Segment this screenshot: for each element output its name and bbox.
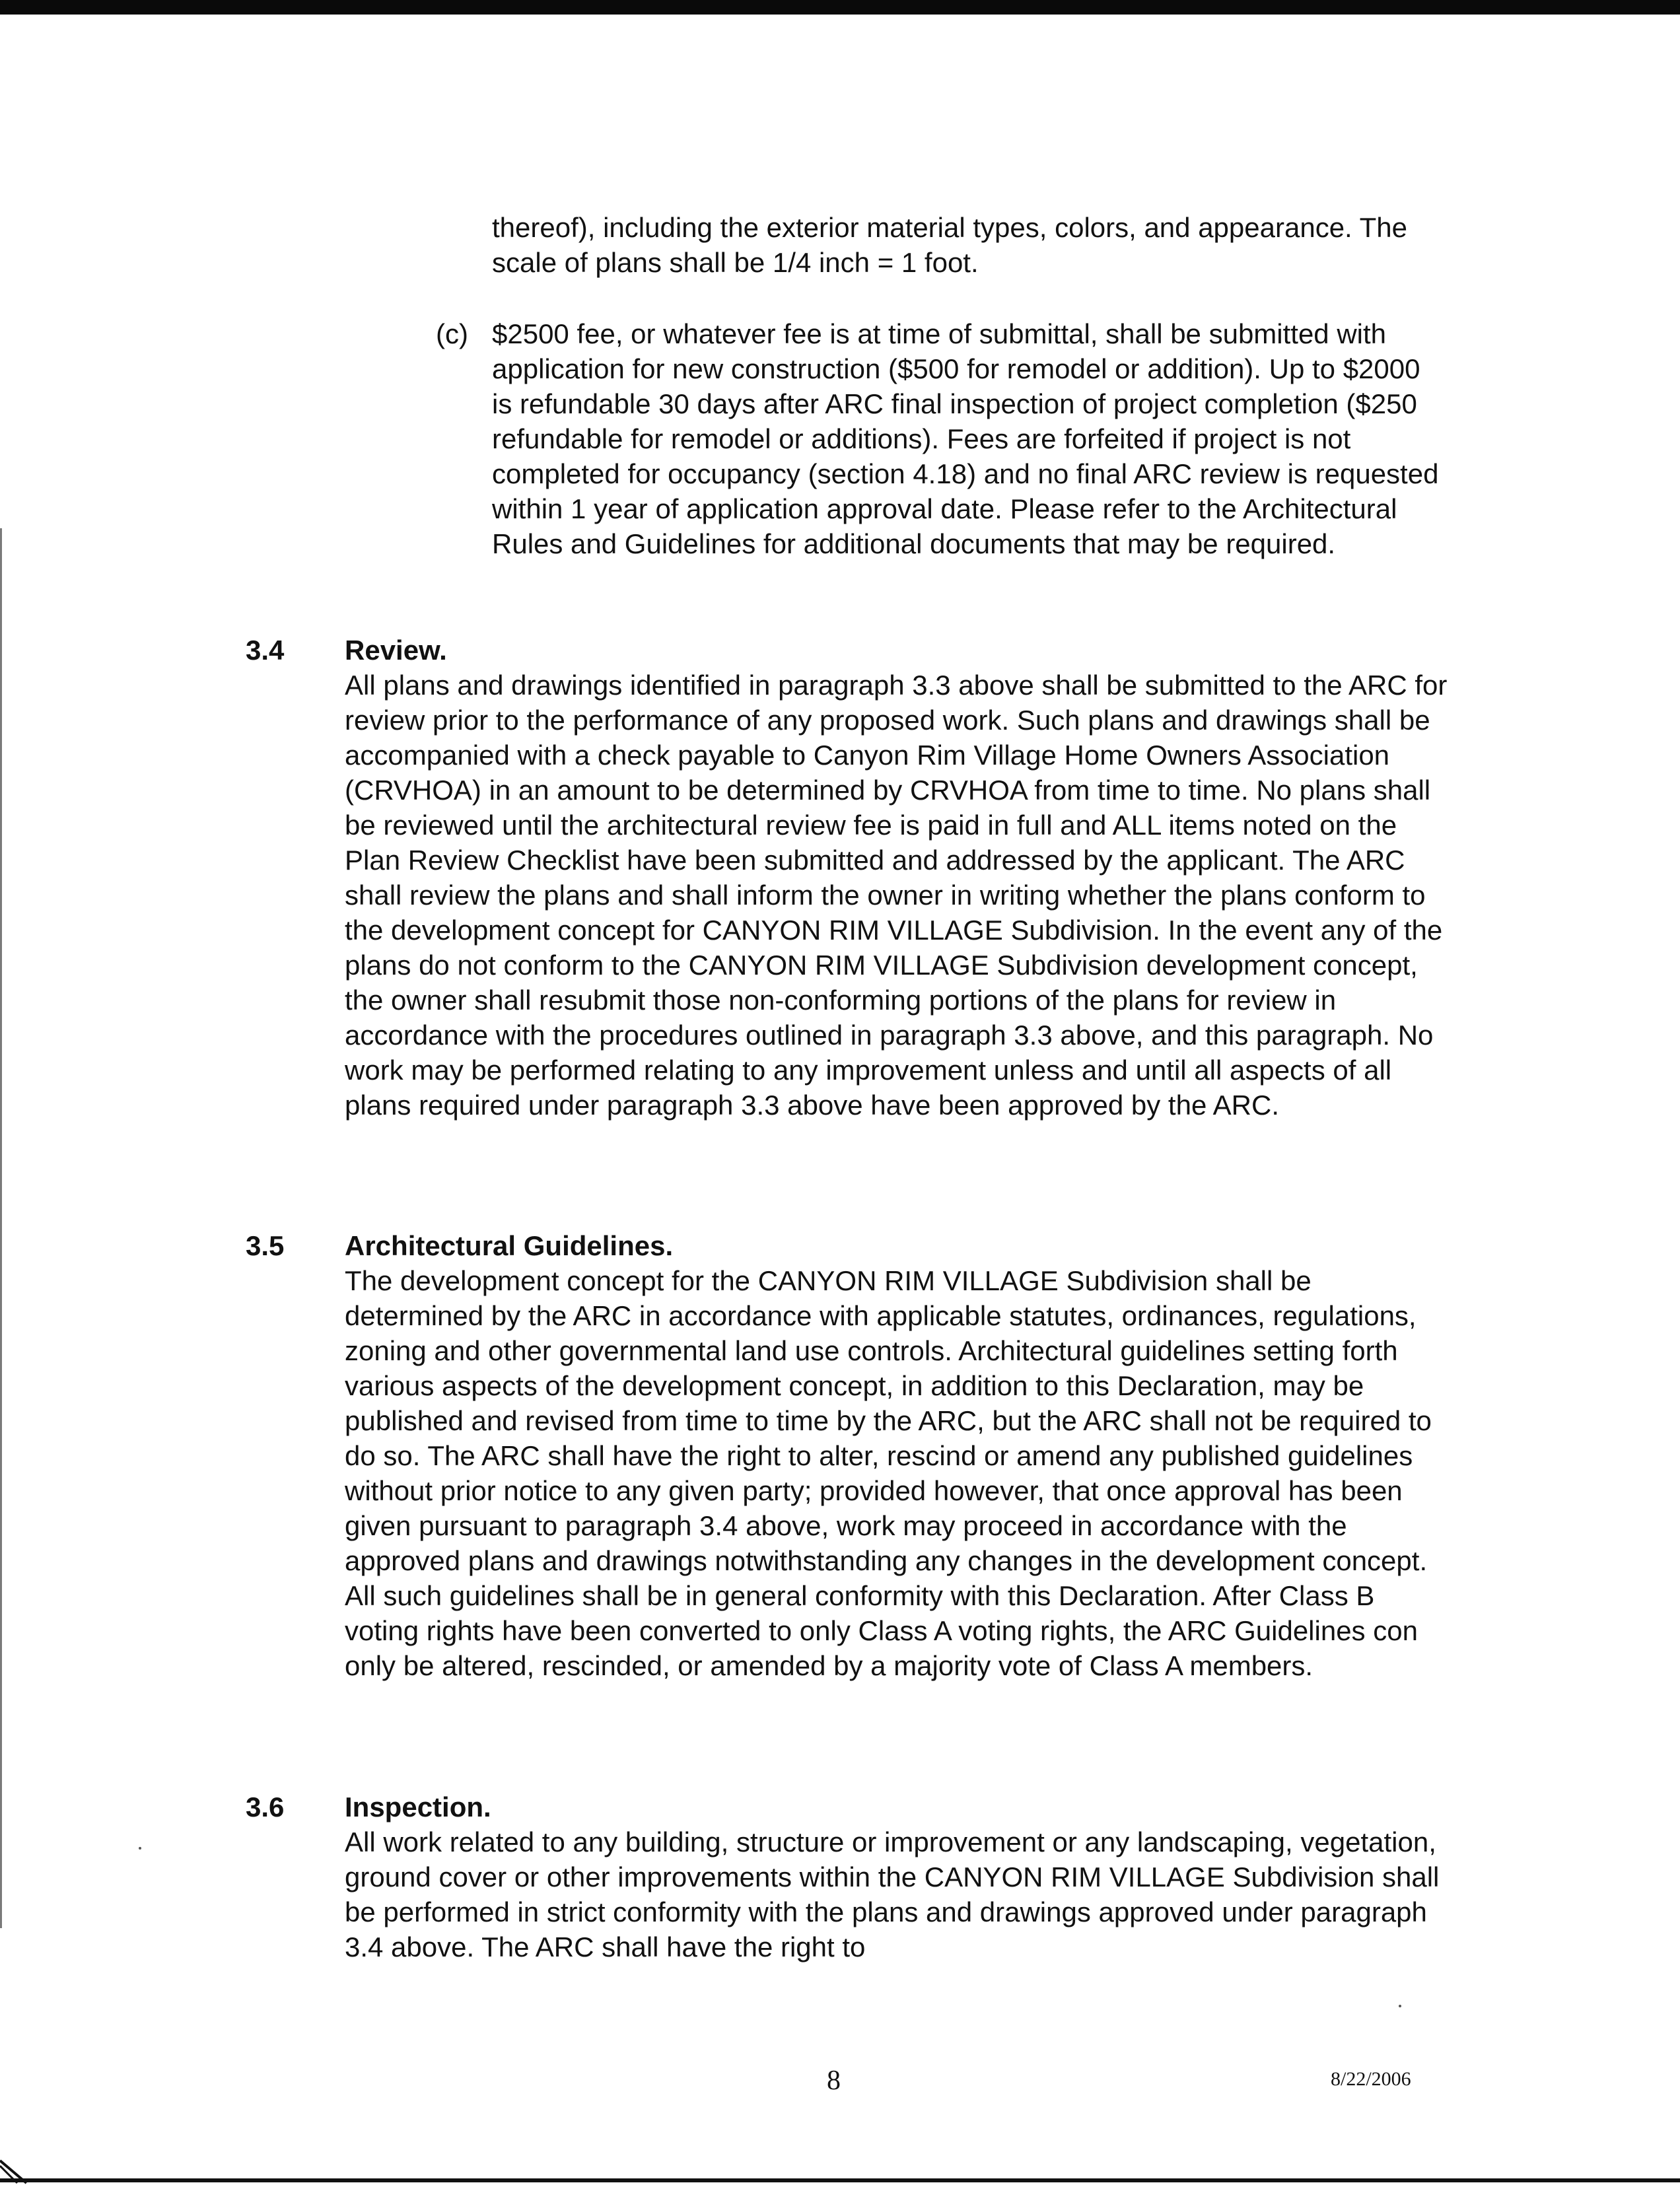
section-body: All work related to any building, structure or improvement or any landscaping, vegetation, ground cover or other improvements within the CANYON RIM VILLAGE Subdivision shall be performed in strict conformity with the plans and drawings approved under paragraph 3.4 above. The ARC shall have the right to bbox=[345, 1826, 1440, 1962]
list-item-label: (c) bbox=[436, 318, 468, 349]
section-title: Review. bbox=[345, 635, 447, 666]
continuation-paragraph: thereof), including the exterior material types, colors, and appearance. The scale of plans shall be 1/4 inch = 1 foot. bbox=[492, 212, 1407, 278]
section-number: 3.6 bbox=[246, 1791, 285, 1822]
scan-corner-mark bbox=[0, 2158, 29, 2184]
section-title: Architectural Guidelines. bbox=[345, 1230, 674, 1261]
section-number: 3.4 bbox=[246, 635, 285, 666]
list-item-text: $2500 fee, or whatever fee is at time of submittal, shall be submitted with application for new construction ($500 for remodel or addition). Up to $2000 is refundable 30 days after ARC final inspection of project completion ($250 refundable for remodel or additions). Fees are forfeited if project is not completed for occupancy (section 4.18) and no final ARC review is requested within 1 year of application approval date. Please refer to the Architectural Rules and Guidelines for additional documents that may be required. bbox=[492, 318, 1439, 559]
page-date: 8/22/2006 bbox=[1331, 2068, 1411, 2090]
section-body: The development concept for the CANYON RIM VILLAGE Subdivision shall be determined by the ARC in accordance with applicable statutes, ordinances, regulations, zoning and other governmental land use controls. Architectural guidelines setting forth various aspects of the development concept, in addition to this Declaration, may be published and revised from time to time by the ARC, but the ARC shall not be required to do so. The ARC shall have the right to alter, rescind or amend any published guidelines without prior notice to any given party; provided however, that once approval has been given pursuant to paragraph 3.4 above, work may proceed in accordance with the approved plans and drawings notwithstanding any changes in the development concept. All such guidelines shall be in general conformity with this Declaration. After Class B voting rights have been converted to only Class A voting rights, the ARC Guidelines con only be altered, rescinded, or amended by a majority vote of Class A members. bbox=[345, 1265, 1432, 1681]
scan-speck bbox=[139, 1847, 141, 1850]
section-title: Inspection. bbox=[345, 1791, 491, 1822]
scan-bottom-border bbox=[0, 2178, 1680, 2182]
scan-top-border bbox=[0, 0, 1680, 15]
scan-speck bbox=[1399, 2005, 1401, 2007]
page-number: 8 bbox=[827, 2065, 841, 2096]
section-number: 3.5 bbox=[246, 1230, 285, 1261]
scan-left-edge-mark bbox=[0, 528, 2, 1928]
section-body: All plans and drawings identified in paragraph 3.3 above shall be submitted to the ARC for review prior to the performance of any proposed work. Such plans and drawings shall be accompanied with a check payable to Canyon Rim Village Home Owners Association (CRVHOA) in an amount to be determined by CRVHOA from time to time. No plans shall be reviewed until the architectural review fee is paid in full and ALL items noted on the Plan Review Checklist have been submitted and addressed by the applicant. The ARC shall review the plans and shall inform the owner in writing whether the plans conform to the development concept for CANYON RIM VILLAGE Subdivision. In the event any of the plans do not conform to the CANYON RIM VILLAGE Subdivision development concept, the owner shall resubmit those non-conforming portions of the plans for review in accordance with the procedures outlined in paragraph 3.3 above, and this paragraph. No work may be performed relating to any improvement unless and until all aspects of all plans required under paragraph 3.3 above have been approved by the ARC. bbox=[345, 670, 1448, 1121]
